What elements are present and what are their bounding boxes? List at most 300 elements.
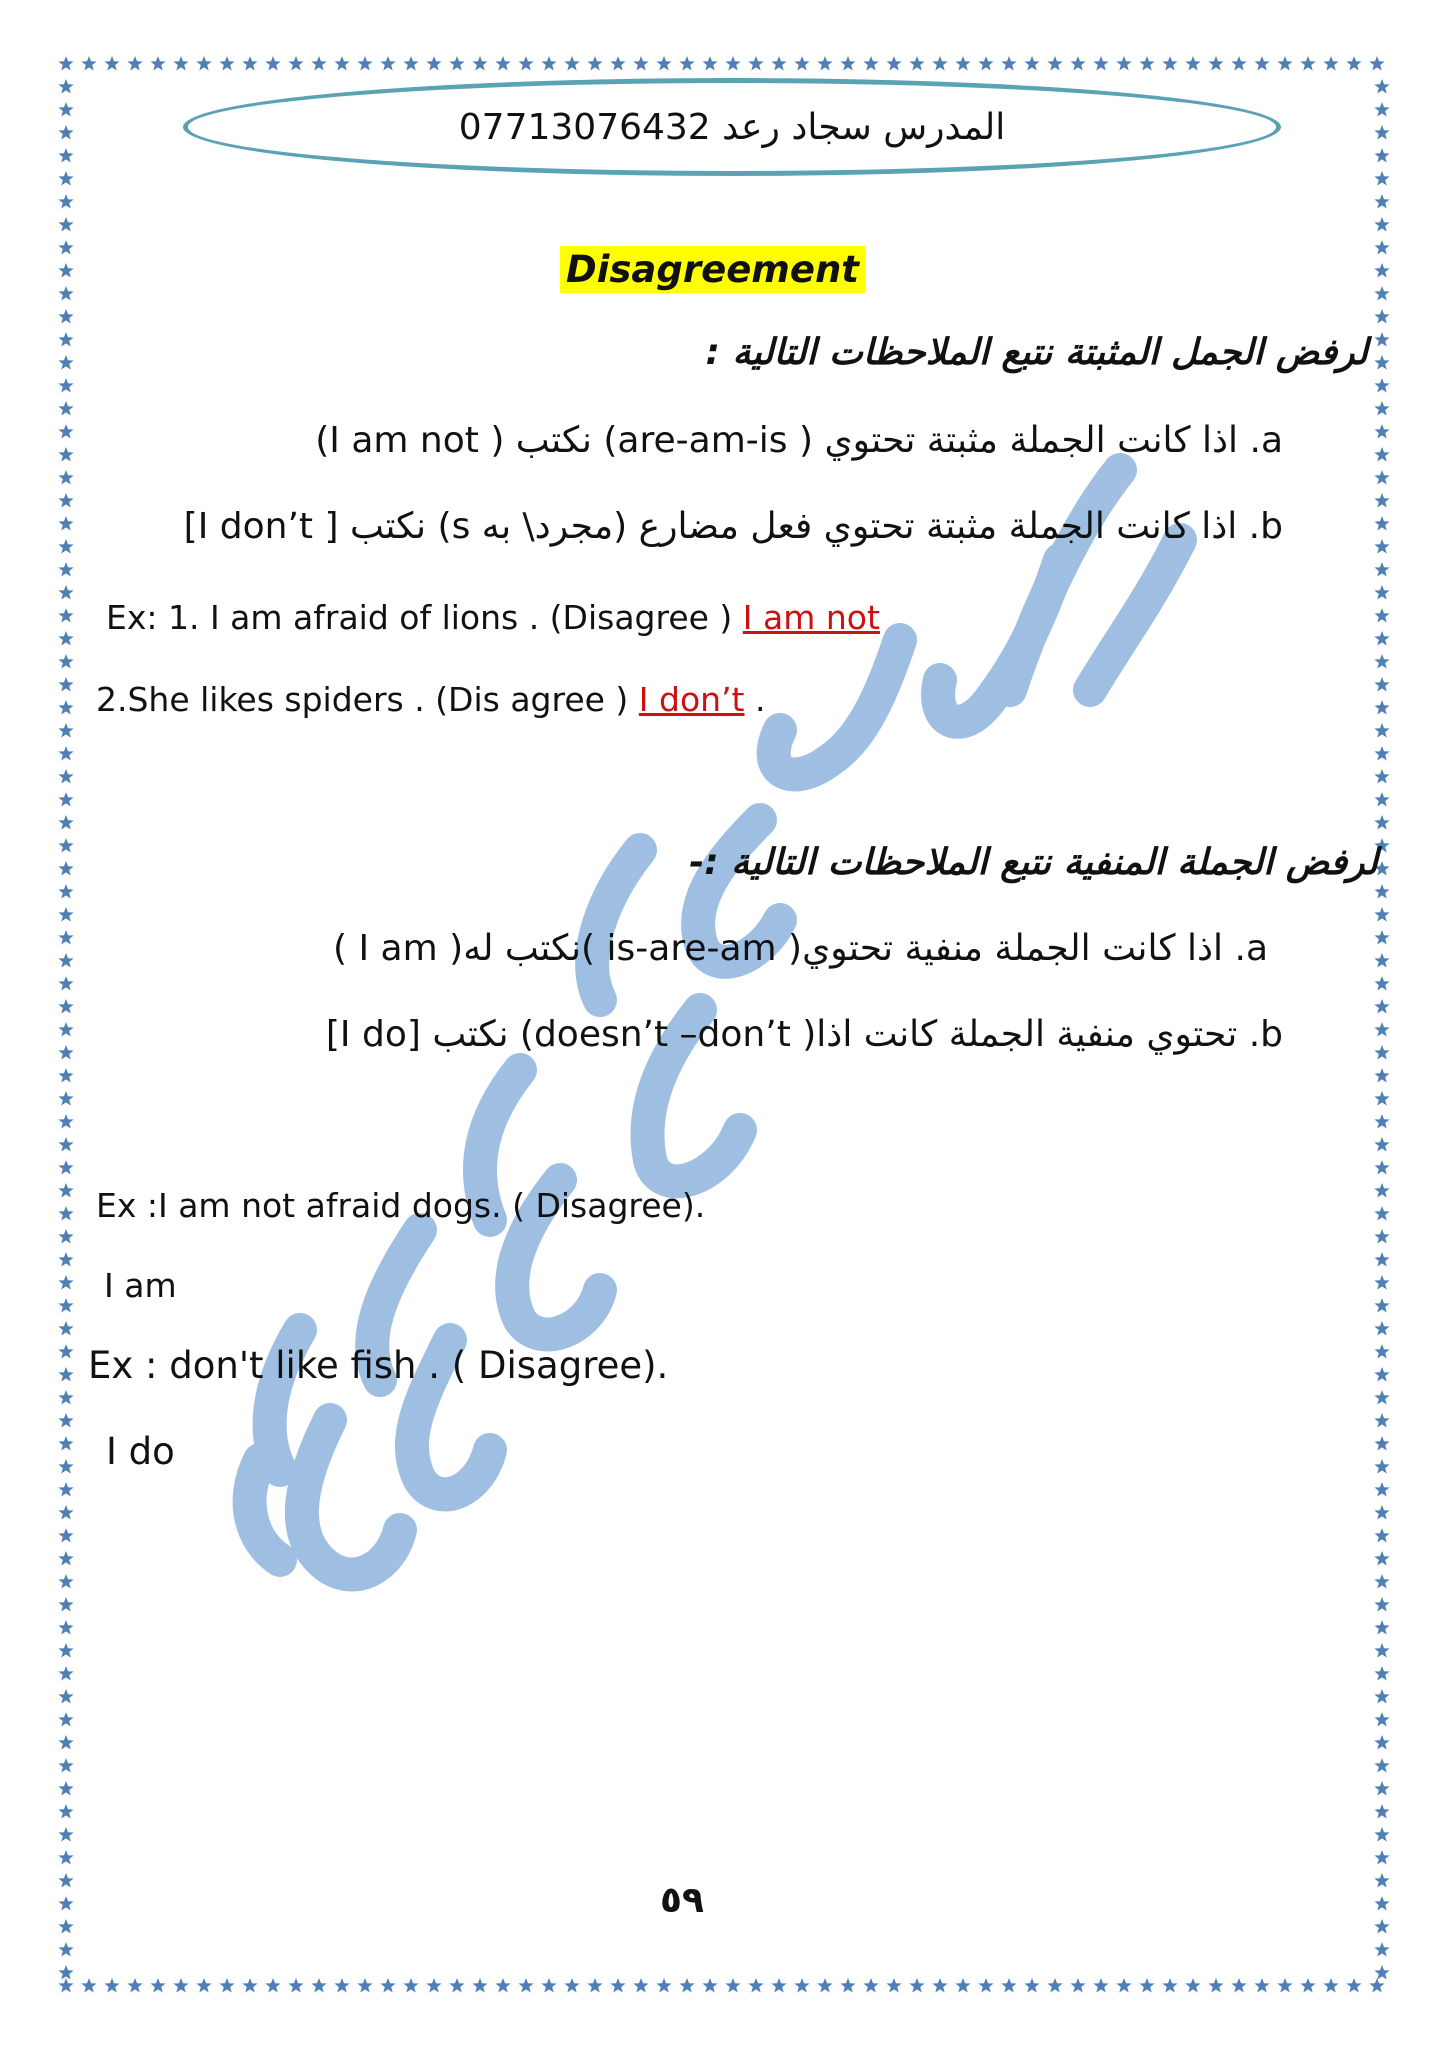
border-star-icon (1374, 1758, 1389, 1773)
border-star-icon (1374, 1574, 1389, 1589)
border-star-icon (58, 309, 73, 324)
border-star-icon (81, 56, 96, 71)
border-star-icon (196, 1978, 211, 1993)
border-star-icon (1374, 953, 1389, 968)
border-star-icon (58, 1367, 73, 1382)
border-star-icon (1374, 1367, 1389, 1382)
border-star-icon (58, 148, 73, 163)
border-star-icon (1374, 1850, 1389, 1865)
border-star-icon (1231, 56, 1246, 71)
border-star-icon (58, 516, 73, 531)
border-star-icon (1374, 171, 1389, 186)
border-star-icon (495, 1978, 510, 1993)
border-star-icon (1374, 1965, 1389, 1980)
border-star-icon (58, 1827, 73, 1842)
border-star-icon (1001, 1978, 1016, 1993)
border-star-icon (1374, 1413, 1389, 1428)
border-star-icon (1374, 1137, 1389, 1152)
border-star-icon (1374, 447, 1389, 462)
border-star-icon (1374, 1321, 1389, 1336)
border-star-icon (1139, 1978, 1154, 1993)
border-star-icon (58, 1919, 73, 1934)
border-star-icon (219, 56, 234, 71)
border-star-icon (58, 1413, 73, 1428)
border-star-icon (1254, 1978, 1269, 1993)
border-star-icon (449, 1978, 464, 1993)
border-star-icon (58, 1206, 73, 1221)
border-star-icon (679, 1978, 694, 1993)
border-star-icon (58, 838, 73, 853)
border-star-icon (58, 1666, 73, 1681)
example-answer: I don’t (638, 680, 745, 719)
section2-heading: لرفض الجملة المنفية نتبع الملاحظات التالية :- (689, 842, 1378, 883)
border-star-icon (58, 746, 73, 761)
border-star-icon (1093, 1978, 1108, 1993)
border-star-icon (58, 355, 73, 370)
border-star-icon (58, 1528, 73, 1543)
border-star-icon (58, 79, 73, 94)
border-star-icon (58, 930, 73, 945)
border-star-icon (472, 1978, 487, 1993)
border-star-icon (58, 1137, 73, 1152)
border-star-icon (1374, 493, 1389, 508)
section1-rule-b: b. اذا كانت الجملة مثبتة تحتوي فعل مضارع (مجرد\ به s) نكتب [ I don’t] (183, 506, 1283, 547)
border-star-icon (265, 1978, 280, 1993)
border-star-icon (587, 1978, 602, 1993)
border-star-icon (1116, 56, 1131, 71)
border-star-icon (1374, 1045, 1389, 1060)
border-star-icon (1374, 516, 1389, 531)
border-star-icon (58, 1229, 73, 1244)
border-star-icon (1374, 723, 1389, 738)
border-star-icon (1374, 1114, 1389, 1129)
border-star-icon (58, 608, 73, 623)
border-star-icon (58, 378, 73, 393)
border-star-icon (449, 56, 464, 71)
border-star-icon (1374, 539, 1389, 554)
border-star-icon (58, 861, 73, 876)
border-star-icon (564, 1978, 579, 1993)
border-star-icon (1208, 1978, 1223, 1993)
border-star-icon (58, 286, 73, 301)
border-star-icon (58, 769, 73, 784)
border-star-icon (334, 56, 349, 71)
border-star-icon (58, 562, 73, 577)
border-star-icon (771, 1978, 786, 1993)
section2-example-2-answer: I do (106, 1430, 175, 1473)
border-star-icon (1374, 424, 1389, 439)
border-star-icon (242, 56, 257, 71)
border-star-icon (541, 1978, 556, 1993)
border-star-icon (1374, 1183, 1389, 1198)
border-star-icon (58, 493, 73, 508)
border-star-icon (426, 56, 441, 71)
border-star-icon (1374, 1298, 1389, 1313)
border-star-icon (725, 56, 740, 71)
border-star-icon (1323, 1978, 1338, 1993)
border-star-icon (1374, 677, 1389, 692)
border-star-icon (1374, 1528, 1389, 1543)
border-star-icon (1162, 56, 1177, 71)
border-star-icon (633, 56, 648, 71)
border-star-icon (58, 1436, 73, 1451)
border-star-icon (587, 56, 602, 71)
border-star-icon (58, 631, 73, 646)
border-star-icon (58, 1965, 73, 1980)
border-star-icon (1374, 1459, 1389, 1474)
border-star-icon (1374, 1735, 1389, 1750)
border-star-icon (58, 677, 73, 692)
border-star-icon (863, 56, 878, 71)
border-star-icon (58, 976, 73, 991)
border-star-icon (1185, 56, 1200, 71)
border-star-icon (58, 217, 73, 232)
border-star-icon (1374, 769, 1389, 784)
border-star-icon (1374, 148, 1389, 163)
border-star-icon (81, 1978, 96, 1993)
border-star-icon (58, 1459, 73, 1474)
border-star-icon (58, 447, 73, 462)
border-star-icon (58, 1896, 73, 1911)
border-star-icon (1374, 1896, 1389, 1911)
border-star-icon (219, 1978, 234, 1993)
border-star-icon (58, 125, 73, 140)
border-star-icon (58, 1275, 73, 1290)
border-star-icon (1374, 907, 1389, 922)
border-star-icon (541, 56, 556, 71)
border-star-icon (909, 56, 924, 71)
border-star-icon (1346, 1978, 1361, 1993)
border-star-icon (288, 1978, 303, 1993)
border-star-icon (1374, 1436, 1389, 1451)
border-star-icon (58, 1574, 73, 1589)
border-star-icon (817, 56, 832, 71)
border-star-icon (656, 1978, 671, 1993)
border-star-icon (679, 56, 694, 71)
border-star-icon (1374, 1712, 1389, 1727)
border-star-icon (886, 1978, 901, 1993)
border-star-icon (1374, 1160, 1389, 1175)
border-star-icon (1374, 1551, 1389, 1566)
border-star-icon (58, 1597, 73, 1612)
border-star-icon (311, 1978, 326, 1993)
border-star-icon (357, 56, 372, 71)
border-star-icon (58, 723, 73, 738)
border-star-icon (1374, 1689, 1389, 1704)
border-star-icon (58, 953, 73, 968)
border-star-icon (1369, 1978, 1384, 1993)
border-star-icon (495, 56, 510, 71)
border-star-icon (1374, 976, 1389, 991)
border-star-icon (955, 1978, 970, 1993)
border-star-icon (58, 1735, 73, 1750)
border-star-icon (1374, 1827, 1389, 1842)
border-star-icon (58, 1712, 73, 1727)
border-star-icon (794, 56, 809, 71)
border-star-icon (403, 56, 418, 71)
border-star-icon (58, 1298, 73, 1313)
border-star-icon (150, 1978, 165, 1993)
border-star-icon (403, 1978, 418, 1993)
border-star-icon (58, 700, 73, 715)
border-star-icon (58, 1978, 73, 1993)
border-star-icon (288, 56, 303, 71)
border-star-icon (104, 1978, 119, 1993)
section1-example-2 (96, 680, 765, 719)
border-star-icon (1162, 1978, 1177, 1993)
border-star-icon (1374, 263, 1389, 278)
border-star-icon (1185, 1978, 1200, 1993)
border-star-icon (702, 1978, 717, 1993)
section2-rule-b: b. تحتوي منفية الجملة كانت اذا( doesn’t –don’t) نكتب [I do] (325, 1014, 1283, 1055)
border-star-icon (1231, 1978, 1246, 1993)
border-star-icon (1323, 56, 1338, 71)
border-star-icon (58, 102, 73, 117)
border-star-icon (610, 1978, 625, 1993)
border-star-icon (1001, 56, 1016, 71)
border-star-icon (127, 1978, 142, 1993)
border-star-icon (610, 56, 625, 71)
teacher-contact: المدرس سجاد رعد 07713076432 (458, 106, 1006, 148)
border-star-icon (58, 1068, 73, 1083)
border-star-icon (1374, 999, 1389, 1014)
border-star-icon (357, 1978, 372, 1993)
border-star-icon (748, 56, 763, 71)
border-star-icon (1024, 56, 1039, 71)
border-star-icon (656, 56, 671, 71)
border-star-icon (1369, 56, 1384, 71)
border-star-icon (1277, 1978, 1292, 1993)
border-star-icon (1374, 1091, 1389, 1106)
border-star-icon (265, 56, 280, 71)
border-star-icon (58, 470, 73, 485)
border-star-icon (1070, 1978, 1085, 1993)
border-star-icon (58, 1758, 73, 1773)
border-star-icon (955, 56, 970, 71)
border-star-icon (58, 1390, 73, 1405)
border-star-icon (886, 56, 901, 71)
border-star-icon (1374, 1666, 1389, 1681)
border-star-icon (58, 585, 73, 600)
border-star-icon (58, 1781, 73, 1796)
border-star-icon (1374, 1643, 1389, 1658)
border-star-icon (1374, 309, 1389, 324)
border-star-icon (1374, 401, 1389, 416)
border-star-icon (104, 56, 119, 71)
section1-heading: لرفض الجمل المثبتة نتبع الملاحظات التالية : (705, 332, 1368, 373)
border-star-icon (840, 56, 855, 71)
border-star-icon (58, 1873, 73, 1888)
border-star-icon (1374, 79, 1389, 94)
border-star-icon (564, 56, 579, 71)
border-star-icon (1374, 355, 1389, 370)
header-oval (183, 78, 1281, 176)
border-star-icon (1374, 631, 1389, 646)
border-star-icon (1374, 1022, 1389, 1037)
border-star-icon (1300, 1978, 1315, 1993)
border-star-icon (1374, 700, 1389, 715)
border-star-icon (1374, 470, 1389, 485)
border-star-icon (58, 792, 73, 807)
border-star-icon (748, 1978, 763, 1993)
border-star-icon (58, 332, 73, 347)
border-star-icon (1374, 815, 1389, 830)
border-star-icon (58, 884, 73, 899)
border-star-icon (58, 1942, 73, 1957)
border-star-icon (1374, 1482, 1389, 1497)
border-star-icon (1374, 1781, 1389, 1796)
border-star-icon (863, 1978, 878, 1993)
border-star-icon (380, 1978, 395, 1993)
border-star-icon (978, 56, 993, 71)
border-star-icon (794, 1978, 809, 1993)
border-star-icon (58, 1850, 73, 1865)
section1-rule-a: a. اذا كانت الجملة مثبتة تحتوي ( are-am-is) نكتب ( I am not) (315, 420, 1283, 461)
border-star-icon (840, 1978, 855, 1993)
border-star-icon (173, 56, 188, 71)
border-star-icon (1374, 1275, 1389, 1290)
section2-example-1-answer: I am (104, 1266, 177, 1305)
border-star-icon (426, 1978, 441, 1993)
border-star-icon (518, 1978, 533, 1993)
border-star-icon (58, 1551, 73, 1566)
border-star-icon (58, 1252, 73, 1267)
border-star-icon (380, 56, 395, 71)
border-star-icon (1208, 56, 1223, 71)
border-star-icon (1093, 56, 1108, 71)
border-star-icon (1139, 56, 1154, 71)
border-star-icon (633, 1978, 648, 1993)
border-star-icon (58, 1091, 73, 1106)
border-star-icon (58, 424, 73, 439)
border-star-icon (58, 240, 73, 255)
section2-example-1: Ex :I am not afraid dogs. ( Disagree). (96, 1186, 706, 1225)
border-star-icon (1374, 1252, 1389, 1267)
border-star-icon (702, 56, 717, 71)
border-star-icon (1374, 125, 1389, 140)
page-number: ٥٩ (660, 1880, 704, 1921)
border-star-icon (1374, 332, 1389, 347)
border-star-icon (58, 1183, 73, 1198)
border-star-icon (1374, 1804, 1389, 1819)
border-star-icon (196, 56, 211, 71)
border-star-icon (311, 56, 326, 71)
border-star-icon (58, 1114, 73, 1129)
border-star-icon (127, 56, 142, 71)
border-star-icon (58, 1482, 73, 1497)
border-star-icon (1374, 792, 1389, 807)
border-star-icon (242, 1978, 257, 1993)
border-star-icon (725, 1978, 740, 1993)
border-star-icon (1374, 585, 1389, 600)
example-answer: I am not (742, 598, 880, 637)
border-star-icon (909, 1978, 924, 1993)
border-star-icon (518, 56, 533, 71)
border-star-icon (1374, 1068, 1389, 1083)
border-star-icon (1374, 286, 1389, 301)
section2-example-2: Ex : don't like fish . ( Disagree). (88, 1344, 669, 1387)
border-star-icon (58, 815, 73, 830)
border-star-icon (58, 1505, 73, 1520)
border-star-icon (58, 1620, 73, 1635)
border-star-icon (1374, 1620, 1389, 1635)
border-star-icon (58, 401, 73, 416)
border-star-icon (1374, 1390, 1389, 1405)
border-star-icon (1374, 1229, 1389, 1244)
border-star-icon (58, 1022, 73, 1037)
border-star-icon (1374, 217, 1389, 232)
border-star-icon (58, 907, 73, 922)
border-star-icon (58, 1689, 73, 1704)
border-star-icon (1374, 1873, 1389, 1888)
border-star-icon (1024, 1978, 1039, 1993)
border-star-icon (932, 1978, 947, 1993)
border-star-icon (1374, 1344, 1389, 1359)
border-star-icon (1374, 930, 1389, 945)
border-star-icon (58, 654, 73, 669)
border-star-icon (1300, 56, 1315, 71)
border-star-icon (58, 1344, 73, 1359)
border-star-icon (1374, 608, 1389, 623)
border-star-icon (58, 1045, 73, 1060)
border-star-icon (932, 56, 947, 71)
border-star-icon (1346, 56, 1361, 71)
border-star-icon (58, 194, 73, 209)
border-star-icon (1047, 56, 1062, 71)
section2-rule-a: a. اذا كانت الجملة منفية تحتوي( is-are-am )نكتب له( I am ) (333, 928, 1268, 969)
border-star-icon (1374, 378, 1389, 393)
border-star-icon (1374, 240, 1389, 255)
border-star-icon (1277, 56, 1292, 71)
border-star-icon (58, 999, 73, 1014)
border-star-icon (1374, 884, 1389, 899)
border-star-icon (1374, 746, 1389, 761)
border-star-icon (150, 56, 165, 71)
example-end: . (744, 680, 766, 719)
border-star-icon (58, 263, 73, 278)
border-star-icon (771, 56, 786, 71)
border-star-icon (1374, 1505, 1389, 1520)
example-text: 2.She likes spiders . (Dis agree ) (96, 680, 639, 719)
page-title: Disagreement (560, 246, 865, 293)
example-text: Ex: 1. I am afraid of lions . (Disagree ) (106, 598, 743, 637)
border-star-icon (1374, 1942, 1389, 1957)
border-star-icon (817, 1978, 832, 1993)
border-star-icon (58, 539, 73, 554)
border-star-icon (334, 1978, 349, 1993)
border-star-icon (1374, 1919, 1389, 1934)
border-star-icon (1374, 562, 1389, 577)
border-star-icon (1116, 1978, 1131, 1993)
border-star-icon (58, 1804, 73, 1819)
border-star-icon (472, 56, 487, 71)
border-star-icon (1374, 654, 1389, 669)
border-star-icon (1374, 194, 1389, 209)
border-star-icon (1374, 1597, 1389, 1612)
section1-example-1 (106, 598, 880, 637)
border-star-icon (58, 1160, 73, 1175)
border-star-icon (58, 1643, 73, 1658)
border-star-icon (58, 56, 73, 71)
border-star-icon (1374, 1206, 1389, 1221)
border-star-icon (173, 1978, 188, 1993)
border-star-icon (1374, 102, 1389, 117)
border-star-icon (58, 171, 73, 186)
border-star-icon (978, 1978, 993, 1993)
border-star-icon (1254, 56, 1269, 71)
border-star-icon (1070, 56, 1085, 71)
border-star-icon (58, 1321, 73, 1336)
